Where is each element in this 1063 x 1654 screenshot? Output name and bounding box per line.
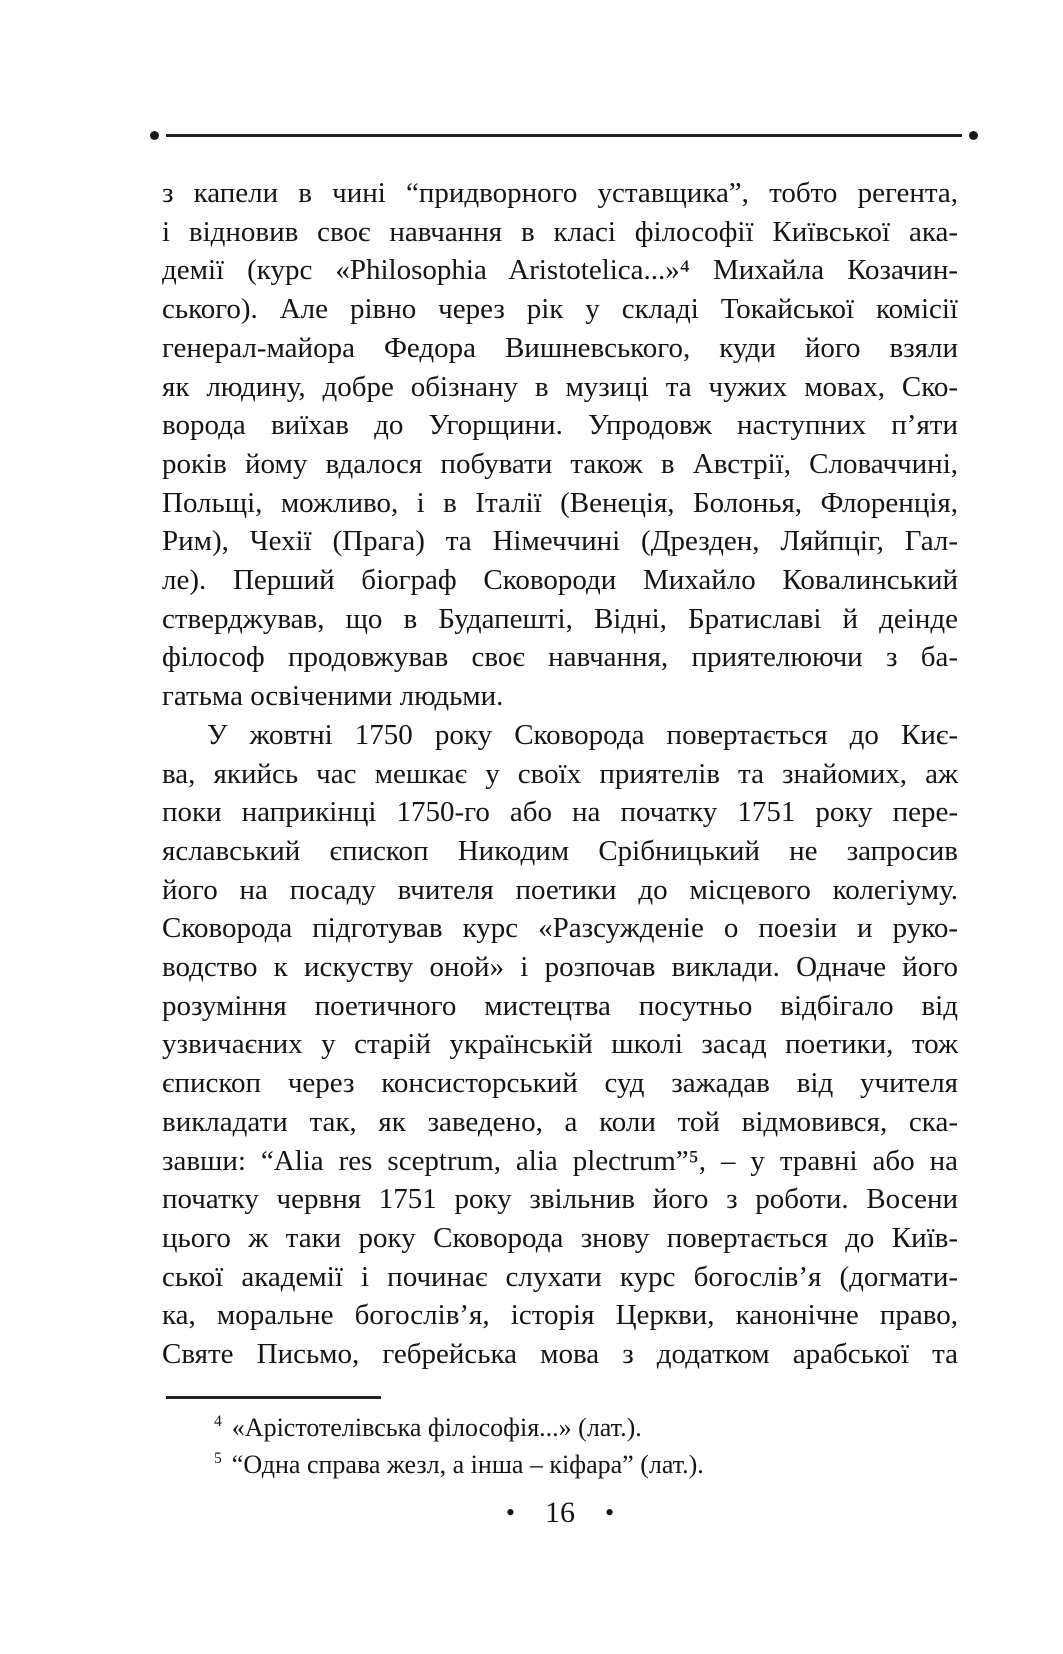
text-line: Польщі, можливо, і в Італії (Венеція, Болонья, Флоренція, <box>162 486 958 519</box>
text-line: ського). Але рівно через рік у складі Токайської комісії <box>162 293 958 326</box>
text-line: його на посаду вчителя поетики до місцевого колегіуму. <box>162 873 958 906</box>
footnote-list <box>162 1409 958 1483</box>
text-line: викладати так, як заведено, а коли той відмовився, ска- <box>162 1105 958 1138</box>
text-line: Рим), Чехії (Прага) та Німеччині (Дрезден, Ляйпціг, Гал- <box>162 525 958 558</box>
text-line: ворода виїхав до Угорщини. Упродовж наступних п’яти <box>162 409 958 442</box>
header-dot-left-icon <box>150 131 159 140</box>
footnote-text: «Арістотелівська філософія...» (лат.). <box>231 1413 642 1442</box>
footnote <box>162 1446 958 1483</box>
text-line: розуміння поетичного мистецтва посутньо відбігало від <box>162 989 958 1022</box>
header-rule-line <box>166 134 962 137</box>
text-line: Сковорода підготував курс «Разсужденіе о поезіи и руко- <box>162 912 958 945</box>
footnote-text: “Одна справа жезл, а інша – кіфара” (лат.). <box>231 1450 704 1479</box>
page-number-value: 16 <box>545 1496 575 1529</box>
text-line: єпископ через консисторський суд зажадав від учителя <box>162 1067 958 1100</box>
footnote-marker: 5 <box>214 1450 222 1468</box>
text-line: водство к искуству оной» і розпочав виклади. Одначе його <box>162 951 958 984</box>
text-line: ської академії і починає слухати курс богослів’я (догмати- <box>162 1260 958 1293</box>
footnote <box>162 1409 958 1446</box>
text-line: початку червня 1751 року звільнив його з роботи. Восени <box>162 1183 958 1216</box>
header-ornament <box>150 130 978 140</box>
text-line: генерал-майора Федора Вишневського, куди його взяли <box>162 331 958 364</box>
text-line: ка, моральне богослів’я, історія Церкви, канонічне право, <box>162 1299 958 1332</box>
page-body-text <box>162 174 958 1374</box>
text-line: яславський єпископ Никодим Срібницький не запросив <box>162 834 958 867</box>
page-number-dot-left-icon: • <box>505 1498 515 1527</box>
text-line: демії (курс «Philosophia Aristotelica...»⁴ Михайла Козачин- <box>162 254 958 287</box>
text-line: гатьма освіченими людьми. <box>162 680 504 713</box>
text-line: як людину, добре обізнану в музиці та чужих мовах, Ско- <box>162 370 958 403</box>
text-line: філософ продовжував своє навчання, приятелюючи з ба- <box>162 641 958 674</box>
text-line: У жовтні 1750 року Сковорода повертається до Киє- <box>207 718 958 751</box>
text-line: стверджував, що в Будапешті, Відні, Братиславі й деінде <box>162 602 958 635</box>
footnote-marker: 4 <box>214 1413 222 1431</box>
header-dot-right-icon <box>969 131 978 140</box>
text-line: ле). Перший біограф Сковороди Михайло Ковалинський <box>162 564 958 597</box>
text-line: ва, якийсь час мешкає у своїх приятелів та знайомих, аж <box>162 757 958 790</box>
text-line: узвичаєних у старій українській школі засад поетики, тож <box>162 1028 958 1061</box>
text-line: і відновив своє навчання в класі філософії Київської ака- <box>162 215 958 248</box>
footnote-separator <box>166 1396 381 1399</box>
text-line: поки наприкінці 1750-го або на початку 1751 року пере- <box>162 796 958 829</box>
text-line: завши: “Alia res sceptrum, alia plectrum”⁵, – у травні або на <box>162 1144 958 1177</box>
page-number-dot-right-icon: • <box>605 1498 615 1527</box>
text-line: цього ж таки року Сковорода знову повертається до Київ- <box>162 1221 958 1254</box>
page-number <box>162 1496 958 1530</box>
text-line: з капели в чині “придворного уставщика”, тобто регента, <box>162 177 958 209</box>
footnotes-section <box>162 1396 958 1483</box>
text-line: Святе Письмо, гебрейська мова з додатком арабської та <box>162 1338 958 1371</box>
text-line: років йому вдалося побувати також в Австрії, Словаччині, <box>162 447 958 480</box>
